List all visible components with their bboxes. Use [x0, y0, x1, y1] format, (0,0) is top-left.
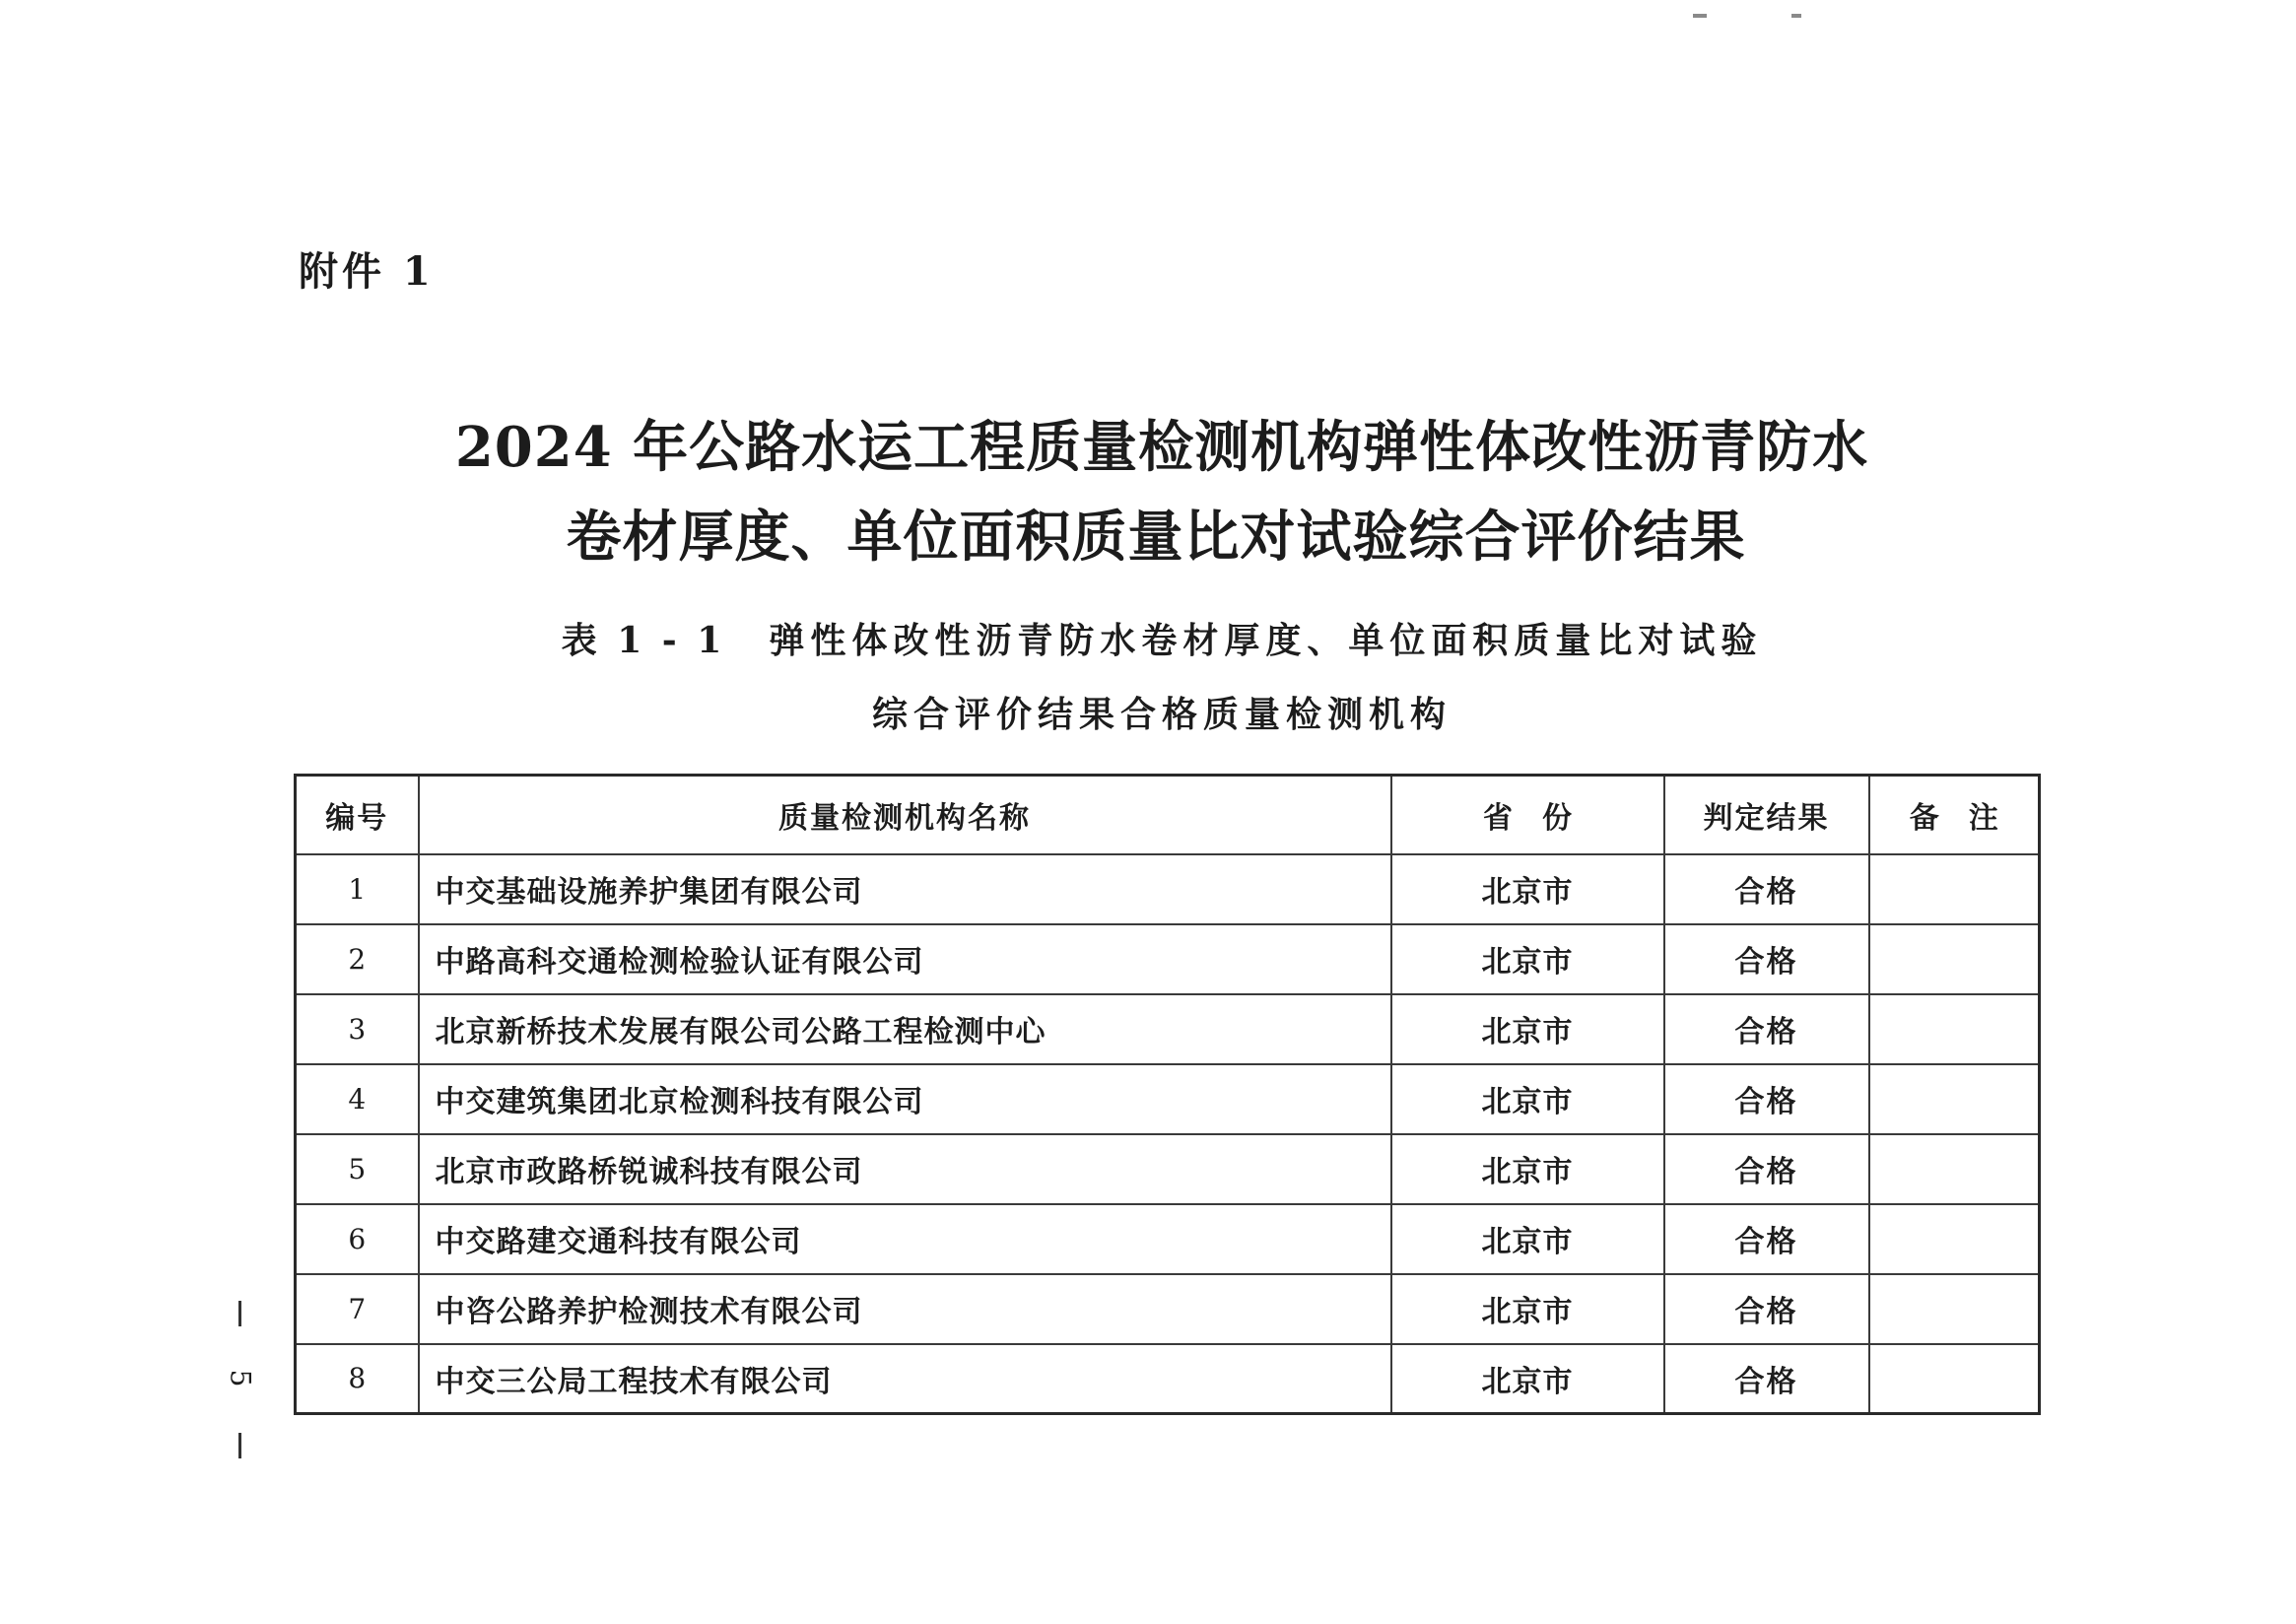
header-name: 质量检测机构名称 — [419, 776, 1391, 854]
cell-province: 北京市 — [1391, 1134, 1664, 1204]
page-number-dash — [238, 1301, 241, 1326]
cell-result: 合格 — [1664, 1064, 1869, 1134]
cell-number: 8 — [296, 1344, 419, 1414]
cell-number: 1 — [296, 854, 419, 924]
cell-result: 合格 — [1664, 924, 1869, 994]
cell-result: 合格 — [1664, 854, 1869, 924]
cell-institution-name: 中交基础设施养护集团有限公司 — [419, 854, 1391, 924]
cell-province: 北京市 — [1391, 1274, 1664, 1344]
cell-institution-name: 中交三公局工程技术有限公司 — [419, 1344, 1391, 1414]
cell-province: 北京市 — [1391, 1064, 1664, 1134]
cell-province: 北京市 — [1391, 1344, 1664, 1414]
cell-result: 合格 — [1664, 1344, 1869, 1414]
cell-result: 合格 — [1664, 1134, 1869, 1204]
cell-result: 合格 — [1664, 1274, 1869, 1344]
header-note: 备注 — [1869, 776, 2040, 854]
cell-institution-name: 北京新桥技术发展有限公司公路工程检测中心 — [419, 994, 1391, 1064]
page-number — [226, 1301, 255, 1458]
document-title-line-1: 2024 年公路水运工程质量检测机构弹性体改性沥青防水 — [454, 415, 1869, 480]
table-row — [296, 854, 2040, 924]
table-row — [296, 924, 2040, 994]
cell-note — [1869, 994, 2040, 1064]
table-caption-line-1 — [14, 613, 2296, 663]
header-number: 编号 — [296, 776, 419, 854]
cell-note — [1869, 1064, 2040, 1134]
cell-province: 北京市 — [1391, 854, 1664, 924]
header-result: 判定结果 — [1664, 776, 1869, 854]
table-row — [296, 1344, 2040, 1414]
cell-result: 合格 — [1664, 994, 1869, 1064]
table-row — [296, 1134, 2040, 1204]
table-row — [296, 994, 2040, 1064]
results-table — [294, 774, 2041, 1415]
cell-institution-name: 北京市政路桥锐诚科技有限公司 — [419, 1134, 1391, 1204]
cell-number: 6 — [296, 1204, 419, 1274]
cell-number: 2 — [296, 924, 419, 994]
scan-artifact — [1693, 14, 1707, 18]
cell-institution-name: 中交路建交通科技有限公司 — [419, 1204, 1391, 1274]
table-row — [296, 1204, 2040, 1274]
cell-institution-name: 中交建筑集团北京检测科技有限公司 — [419, 1064, 1391, 1134]
cell-note — [1869, 924, 2040, 994]
table-header-row — [296, 776, 2040, 854]
cell-note — [1869, 1274, 2040, 1344]
cell-institution-name: 中咨公路养护检测技术有限公司 — [419, 1274, 1391, 1344]
page-number-digit: 5 — [224, 1369, 257, 1387]
table-caption-line-2: 综合评价结果合格质量检测机构 — [871, 694, 1452, 735]
cell-province: 北京市 — [1391, 994, 1664, 1064]
cell-province: 北京市 — [1391, 924, 1664, 994]
cell-province: 北京市 — [1391, 1204, 1664, 1274]
cell-number: 4 — [296, 1064, 419, 1134]
cell-institution-name: 中路高科交通检测检验认证有限公司 — [419, 924, 1391, 994]
table-caption-text: 弹性体改性沥青防水卷材厚度、单位面积质量比对试验 — [769, 620, 1763, 661]
table-number: 表 1 - 1 — [561, 620, 726, 661]
page-number-dash — [238, 1433, 241, 1458]
cell-note — [1869, 854, 2040, 924]
cell-number: 5 — [296, 1134, 419, 1204]
attachment-label: 附件 1 — [299, 248, 435, 295]
header-province: 省份 — [1391, 776, 1664, 854]
cell-result: 合格 — [1664, 1204, 1869, 1274]
table-row — [296, 1274, 2040, 1344]
table-row — [296, 1064, 2040, 1134]
scan-artifact — [1791, 14, 1801, 18]
cell-number: 3 — [296, 994, 419, 1064]
cell-note — [1869, 1204, 2040, 1274]
cell-number: 7 — [296, 1274, 419, 1344]
cell-note — [1869, 1134, 2040, 1204]
document-title-line-2: 卷材厚度、单位面积质量比对试验综合评价结果 — [566, 505, 1746, 570]
cell-note — [1869, 1344, 2040, 1414]
